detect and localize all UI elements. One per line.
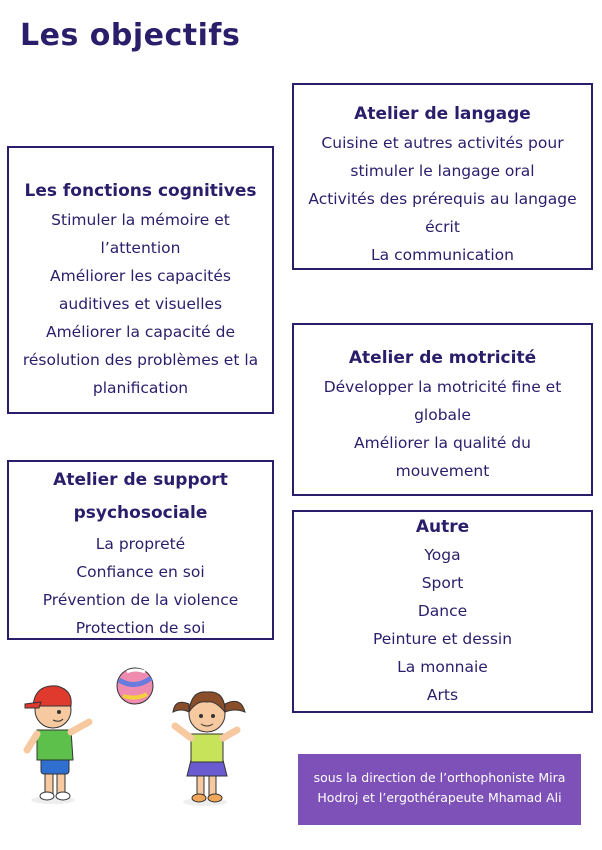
langage-item: Cuisine et autres activités pour <box>321 134 564 152</box>
autre-item: Yoga <box>424 546 461 564</box>
atelier-langage-heading: Atelier de langage <box>354 104 531 124</box>
girl-figure <box>173 692 245 806</box>
fonctions-cognitives-heading: Les fonctions cognitives <box>24 181 257 201</box>
footer-credit <box>298 754 581 825</box>
autre-heading: Autre <box>415 517 470 537</box>
autre-box <box>292 510 593 713</box>
boy-figure <box>25 686 89 804</box>
ball-icon <box>117 668 153 704</box>
psychosociale-item: Protection de soi <box>75 619 206 637</box>
page-title: Les objectifs <box>20 18 241 53</box>
motricite-item: Développer la motricité fine et <box>323 378 562 396</box>
psychosociale-item: Prévention de la violence <box>42 591 239 609</box>
cognitives-item: planification <box>92 379 189 397</box>
support-psychosociale-heading-2: psychosociale <box>73 503 208 523</box>
autre-item: Arts <box>426 686 459 704</box>
footer-line-2: Hodroj et l’ergothérapeute Mhamad Ali <box>317 790 562 805</box>
langage-item: Activités des prérequis au langage <box>308 190 577 208</box>
autre-item: La monnaie <box>397 658 488 676</box>
cognitives-item: Stimuler la mémoire et <box>51 211 230 229</box>
footer-line-1: sous la direction de l’orthophoniste Mira <box>313 770 566 785</box>
psychosociale-item: Confiance en soi <box>76 563 205 581</box>
motricite-item: mouvement <box>395 462 490 480</box>
cognitives-item: résolution des problèmes et la <box>22 351 259 369</box>
motricite-item: globale <box>414 406 471 424</box>
children-playing-ball-illustration <box>15 660 275 810</box>
autre-item: Peinture et dessin <box>372 630 513 648</box>
cognitives-item: l’attention <box>100 239 181 257</box>
fonctions-cognitives-box <box>7 146 274 414</box>
psychosociale-item: La propreté <box>95 535 186 553</box>
atelier-motricite-heading: Atelier de motricité <box>348 348 537 368</box>
motricite-item: Améliorer la qualité du <box>354 434 531 452</box>
atelier-motricite-box <box>292 323 593 496</box>
cognitives-item: Améliorer la capacité de <box>45 323 236 341</box>
cognitives-item: auditives et visuelles <box>58 295 223 313</box>
langage-item: écrit <box>425 218 460 236</box>
langage-item: stimuler le langage oral <box>350 162 535 180</box>
atelier-langage-box <box>292 83 593 270</box>
autre-item: Sport <box>421 574 464 592</box>
support-psychosociale-heading-1: Atelier de support <box>53 470 228 490</box>
cognitives-item: Améliorer les capacités <box>50 267 231 285</box>
autre-item: Dance <box>417 602 468 620</box>
support-psychosociale-box <box>7 460 274 640</box>
langage-item: La communication <box>371 246 514 264</box>
